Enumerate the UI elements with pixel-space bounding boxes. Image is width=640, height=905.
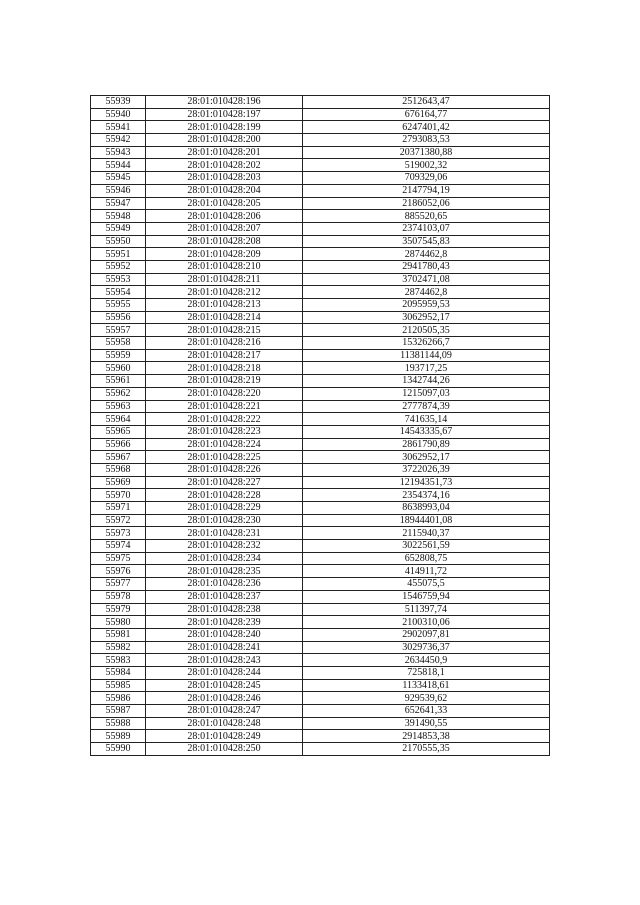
cadastral-number-cell: 28:01:010428:211	[146, 273, 303, 286]
table-row	[91, 324, 550, 337]
cadastral-number-cell: 28:01:010428:229	[146, 502, 303, 515]
cadastral-value-cell: 3062952,17	[303, 451, 550, 464]
cadastral-value-cell: 193717,25	[303, 362, 550, 375]
row-number-cell: 55973	[91, 527, 146, 540]
cadastral-number-cell: 28:01:010428:231	[146, 527, 303, 540]
table-row	[91, 299, 550, 312]
table-row	[91, 235, 550, 248]
row-number-cell: 55989	[91, 730, 146, 743]
table-row	[91, 616, 550, 629]
table-row	[91, 438, 550, 451]
row-number-cell: 55939	[91, 96, 146, 109]
table-row	[91, 654, 550, 667]
cadastral-value-cell: 15326266,7	[303, 337, 550, 350]
cadastral-number-cell: 28:01:010428:209	[146, 248, 303, 261]
row-number-cell: 55941	[91, 121, 146, 134]
cadastral-number-cell: 28:01:010428:241	[146, 641, 303, 654]
table-row	[91, 603, 550, 616]
row-number-cell: 55955	[91, 299, 146, 312]
cadastral-value-cell: 676164,77	[303, 108, 550, 121]
row-number-cell: 55944	[91, 159, 146, 172]
row-number-cell: 55981	[91, 628, 146, 641]
cadastral-value-cell: 929539,62	[303, 692, 550, 705]
table-row	[91, 451, 550, 464]
row-number-cell: 55988	[91, 717, 146, 730]
table-row	[91, 514, 550, 527]
row-number-cell: 55974	[91, 540, 146, 553]
cadastral-value-cell: 885520,65	[303, 210, 550, 223]
cadastral-number-cell: 28:01:010428:213	[146, 299, 303, 312]
cadastral-number-cell: 28:01:010428:240	[146, 628, 303, 641]
table-row	[91, 362, 550, 375]
cadastral-number-cell: 28:01:010428:250	[146, 743, 303, 756]
cadastral-number-cell: 28:01:010428:248	[146, 717, 303, 730]
row-number-cell: 55958	[91, 337, 146, 350]
cadastral-value-cell: 414911,72	[303, 565, 550, 578]
cadastral-number-cell: 28:01:010428:222	[146, 413, 303, 426]
row-number-cell: 55963	[91, 400, 146, 413]
cadastral-value-cell: 3702471,08	[303, 273, 550, 286]
cadastral-value-cell: 2100310,06	[303, 616, 550, 629]
cadastral-number-cell: 28:01:010428:218	[146, 362, 303, 375]
row-number-cell: 55978	[91, 590, 146, 603]
cadastral-value-cell: 511397,74	[303, 603, 550, 616]
row-number-cell: 55946	[91, 184, 146, 197]
row-number-cell: 55962	[91, 387, 146, 400]
cadastral-number-cell: 28:01:010428:203	[146, 172, 303, 185]
cadastral-number-cell: 28:01:010428:196	[146, 96, 303, 109]
cadastral-number-cell: 28:01:010428:206	[146, 210, 303, 223]
cadastral-value-cell: 2777874,39	[303, 400, 550, 413]
cadastral-number-cell: 28:01:010428:228	[146, 489, 303, 502]
row-number-cell: 55951	[91, 248, 146, 261]
table-row	[91, 121, 550, 134]
row-number-cell: 55960	[91, 362, 146, 375]
table-row	[91, 108, 550, 121]
cadastral-value-cell: 2793083,53	[303, 134, 550, 147]
cadastral-value-cell: 2186052,06	[303, 197, 550, 210]
table-row	[91, 463, 550, 476]
table-row	[91, 197, 550, 210]
cadastral-number-cell: 28:01:010428:199	[146, 121, 303, 134]
cadastral-value-cell: 20371380,88	[303, 146, 550, 159]
cadastral-value-cell: 3507545,83	[303, 235, 550, 248]
cadastral-value-cell: 725818,1	[303, 666, 550, 679]
table-row	[91, 743, 550, 756]
cadastral-number-cell: 28:01:010428:235	[146, 565, 303, 578]
cadastral-value-cell: 18944401,08	[303, 514, 550, 527]
row-number-cell: 55968	[91, 463, 146, 476]
cadastral-value-cell: 2120505,35	[303, 324, 550, 337]
row-number-cell: 55965	[91, 425, 146, 438]
row-number-cell: 55950	[91, 235, 146, 248]
row-number-cell: 55980	[91, 616, 146, 629]
cadastral-number-cell: 28:01:010428:197	[146, 108, 303, 121]
cadastral-number-cell: 28:01:010428:208	[146, 235, 303, 248]
cadastral-value-cell: 741635,14	[303, 413, 550, 426]
table-row	[91, 425, 550, 438]
row-number-cell: 55987	[91, 705, 146, 718]
table-row	[91, 400, 550, 413]
cadastral-number-cell: 28:01:010428:219	[146, 375, 303, 388]
cadastral-value-cell: 2095959,53	[303, 299, 550, 312]
cadastral-value-cell: 3029736,37	[303, 641, 550, 654]
table-row	[91, 159, 550, 172]
row-number-cell: 55948	[91, 210, 146, 223]
cadastral-number-cell: 28:01:010428:232	[146, 540, 303, 553]
row-number-cell: 55957	[91, 324, 146, 337]
row-number-cell: 55954	[91, 286, 146, 299]
table-row	[91, 413, 550, 426]
row-number-cell: 55945	[91, 172, 146, 185]
table-row	[91, 692, 550, 705]
cadastral-number-cell: 28:01:010428:239	[146, 616, 303, 629]
row-number-cell: 55952	[91, 260, 146, 273]
row-number-cell: 55979	[91, 603, 146, 616]
cadastral-value-cell: 1133418,61	[303, 679, 550, 692]
row-number-cell: 55986	[91, 692, 146, 705]
cadastral-value-cell: 2512643,47	[303, 96, 550, 109]
row-number-cell: 55959	[91, 349, 146, 362]
cadastral-value-cell: 2914853,38	[303, 730, 550, 743]
table-row	[91, 552, 550, 565]
table-row	[91, 146, 550, 159]
cadastral-value-cell: 3062952,17	[303, 311, 550, 324]
cadastral-value-cell: 2354374,16	[303, 489, 550, 502]
cadastral-value-cell: 6247401,42	[303, 121, 550, 134]
row-number-cell: 55966	[91, 438, 146, 451]
cadastral-number-cell: 28:01:010428:210	[146, 260, 303, 273]
cadastral-value-cell: 2634450,9	[303, 654, 550, 667]
table-row	[91, 387, 550, 400]
cadastral-value-cell: 12194351,73	[303, 476, 550, 489]
cadastral-number-cell: 28:01:010428:243	[146, 654, 303, 667]
cadastral-number-cell: 28:01:010428:221	[146, 400, 303, 413]
cadastral-value-cell: 2902097,81	[303, 628, 550, 641]
cadastral-number-cell: 28:01:010428:223	[146, 425, 303, 438]
cadastral-value-cell: 2874462,8	[303, 248, 550, 261]
table-row	[91, 172, 550, 185]
cadastral-value-cell: 11381144,09	[303, 349, 550, 362]
cadastral-number-cell: 28:01:010428:224	[146, 438, 303, 451]
table-row	[91, 730, 550, 743]
cadastral-value-cell: 2941780,43	[303, 260, 550, 273]
row-number-cell: 55964	[91, 413, 146, 426]
row-number-cell: 55943	[91, 146, 146, 159]
table-row	[91, 134, 550, 147]
table-body	[91, 96, 550, 756]
row-number-cell: 55947	[91, 197, 146, 210]
cadastral-value-cell: 652641,33	[303, 705, 550, 718]
cadastral-number-cell: 28:01:010428:200	[146, 134, 303, 147]
table-row	[91, 260, 550, 273]
table-row	[91, 502, 550, 515]
table-row	[91, 578, 550, 591]
table-row	[91, 273, 550, 286]
row-number-cell: 55970	[91, 489, 146, 502]
cadastral-number-cell: 28:01:010428:205	[146, 197, 303, 210]
cadastral-number-cell: 28:01:010428:214	[146, 311, 303, 324]
cadastral-number-cell: 28:01:010428:217	[146, 349, 303, 362]
row-number-cell: 55969	[91, 476, 146, 489]
table-row	[91, 641, 550, 654]
cadastral-value-cell: 2374103,07	[303, 222, 550, 235]
cadastral-number-cell: 28:01:010428:245	[146, 679, 303, 692]
table-row	[91, 222, 550, 235]
table-row	[91, 286, 550, 299]
table-row	[91, 717, 550, 730]
cadastral-value-cell: 2874462,8	[303, 286, 550, 299]
cadastral-number-cell: 28:01:010428:220	[146, 387, 303, 400]
row-number-cell: 55977	[91, 578, 146, 591]
cadastral-number-cell: 28:01:010428:244	[146, 666, 303, 679]
row-number-cell: 55976	[91, 565, 146, 578]
cadastral-number-cell: 28:01:010428:216	[146, 337, 303, 350]
row-number-cell: 55942	[91, 134, 146, 147]
row-number-cell: 55953	[91, 273, 146, 286]
table-row	[91, 666, 550, 679]
row-number-cell: 55990	[91, 743, 146, 756]
cadastral-value-cell: 2170555,35	[303, 743, 550, 756]
table-row	[91, 349, 550, 362]
table-row	[91, 679, 550, 692]
table-row	[91, 705, 550, 718]
cadastral-number-cell: 28:01:010428:212	[146, 286, 303, 299]
table-row	[91, 375, 550, 388]
row-number-cell: 55949	[91, 222, 146, 235]
cadastral-value-cell: 3022561,59	[303, 540, 550, 553]
table-row	[91, 248, 550, 261]
cadastral-number-cell: 28:01:010428:246	[146, 692, 303, 705]
cadastral-value-cell: 2147794,19	[303, 184, 550, 197]
row-number-cell: 55940	[91, 108, 146, 121]
row-number-cell: 55967	[91, 451, 146, 464]
row-number-cell: 55984	[91, 666, 146, 679]
cadastral-value-cell: 709329,06	[303, 172, 550, 185]
table-row	[91, 210, 550, 223]
row-number-cell: 55983	[91, 654, 146, 667]
table-row	[91, 311, 550, 324]
cadastral-number-cell: 28:01:010428:202	[146, 159, 303, 172]
table-row	[91, 565, 550, 578]
cadastral-value-cell: 8638993,04	[303, 502, 550, 515]
cadastral-number-cell: 28:01:010428:238	[146, 603, 303, 616]
row-number-cell: 55961	[91, 375, 146, 388]
row-number-cell: 55956	[91, 311, 146, 324]
cadastral-value-cell: 1342744,26	[303, 375, 550, 388]
cadastral-number-cell: 28:01:010428:249	[146, 730, 303, 743]
table-row	[91, 540, 550, 553]
row-number-cell: 55975	[91, 552, 146, 565]
cadastral-number-cell: 28:01:010428:201	[146, 146, 303, 159]
cadastral-number-cell: 28:01:010428:204	[146, 184, 303, 197]
cadastral-value-cell: 3722026,39	[303, 463, 550, 476]
row-number-cell: 55985	[91, 679, 146, 692]
cadastral-value-cell: 391490,55	[303, 717, 550, 730]
cadastral-value-cell: 2115940,37	[303, 527, 550, 540]
cadastral-number-cell: 28:01:010428:215	[146, 324, 303, 337]
cadastral-number-cell: 28:01:010428:225	[146, 451, 303, 464]
table-row	[91, 527, 550, 540]
table-row	[91, 184, 550, 197]
cadastral-number-cell: 28:01:010428:236	[146, 578, 303, 591]
cadastral-value-cell: 519002,32	[303, 159, 550, 172]
cadastral-value-cell: 2861790,89	[303, 438, 550, 451]
table-row	[91, 590, 550, 603]
cadastral-value-cell: 1215097,03	[303, 387, 550, 400]
cadastral-number-cell: 28:01:010428:237	[146, 590, 303, 603]
cadastral-value-cell: 1546759,94	[303, 590, 550, 603]
row-number-cell: 55982	[91, 641, 146, 654]
table-row	[91, 96, 550, 109]
table-row	[91, 476, 550, 489]
row-number-cell: 55971	[91, 502, 146, 515]
cadastral-number-cell: 28:01:010428:227	[146, 476, 303, 489]
table-row	[91, 489, 550, 502]
cadastral-value-cell: 14543335,67	[303, 425, 550, 438]
cadastral-number-cell: 28:01:010428:207	[146, 222, 303, 235]
table-row	[91, 337, 550, 350]
cadastral-value-table	[90, 95, 550, 756]
row-number-cell: 55972	[91, 514, 146, 527]
cadastral-number-cell: 28:01:010428:230	[146, 514, 303, 527]
cadastral-number-cell: 28:01:010428:226	[146, 463, 303, 476]
cadastral-value-cell: 652808,75	[303, 552, 550, 565]
table-row	[91, 628, 550, 641]
cadastral-number-cell: 28:01:010428:234	[146, 552, 303, 565]
cadastral-value-cell: 455075,5	[303, 578, 550, 591]
cadastral-number-cell: 28:01:010428:247	[146, 705, 303, 718]
